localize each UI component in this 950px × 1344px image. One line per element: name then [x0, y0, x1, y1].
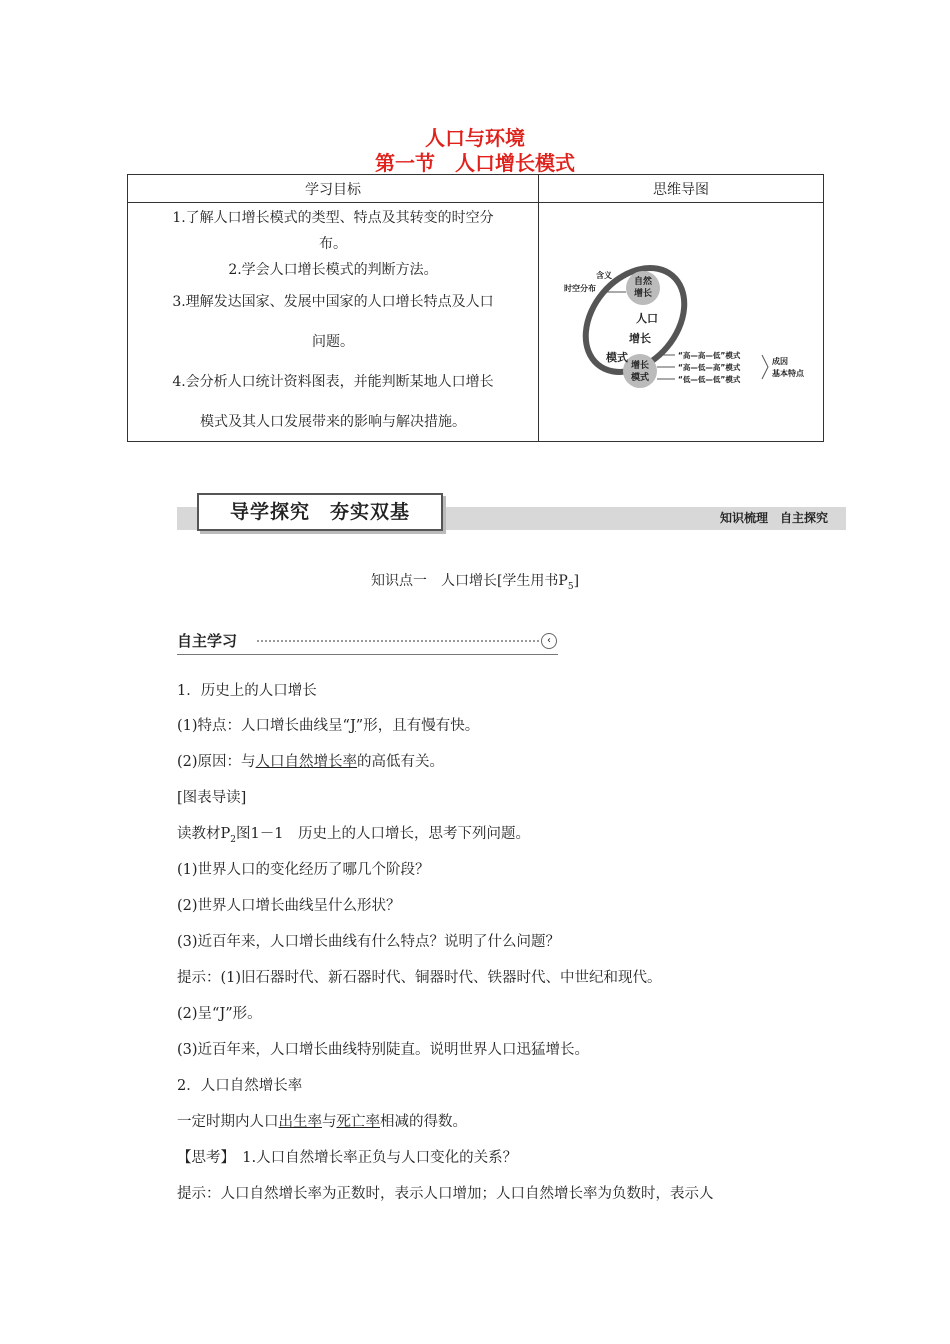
- mindmap-label: 成因: [772, 357, 788, 366]
- mindmap-center-text: 人口: [636, 312, 658, 325]
- mindmap-pattern: “高—低—高”模式: [678, 363, 741, 372]
- self-study-header: [177, 630, 558, 656]
- goal-line: 问题。: [312, 334, 354, 350]
- mindmap-node-text: 增长: [634, 289, 653, 299]
- answer-blank: 死亡率: [336, 1114, 380, 1130]
- mindmap-node-text: 自然: [634, 277, 653, 287]
- mindmap-node-text: 模式: [631, 373, 650, 383]
- text-line: 读教材$P_2$图1－1 历史上的人口增长，思考下列问题。: [177, 826, 530, 845]
- self-study-label: 自主学习: [177, 632, 238, 650]
- goal-line: 布。: [319, 236, 347, 252]
- chapter-title: 人口与环境: [425, 126, 525, 150]
- mindmap-pattern: “高—高—低”模式: [678, 351, 741, 360]
- think-line: 【思考】 1.人口自然增长率正负与人口变化的关系？: [177, 1150, 518, 1166]
- chart-reading-label: [图表导读]: [177, 790, 247, 806]
- answer-line: (2)呈“J”形。: [177, 1006, 262, 1022]
- mindmap-diagram: [540, 242, 822, 402]
- answer-line: 提示：人口自然增长率为正数时，表示人口增加；人口自然增长率为负数时，表示人: [177, 1186, 714, 1202]
- banner-subtitle: 知识梳理 自主探究: [719, 511, 828, 525]
- section-2-title: 2．人口自然增长率: [177, 1078, 303, 1094]
- section-banner: [177, 493, 846, 537]
- mindmap-cell: [539, 203, 824, 442]
- answer-blank: 人口自然增长率: [255, 754, 358, 770]
- goal-line: 4.会分析人口统计资料图表，并能判断某地人口增长: [172, 374, 494, 390]
- question-line: (2)世界人口增长曲线呈什么形状？: [177, 898, 401, 914]
- answer-blank: 出生率: [278, 1114, 322, 1130]
- text-line: (2)原因：与人口自然增长率的高低有关。: [177, 754, 445, 770]
- chevron-left-icon: ‹: [541, 633, 557, 649]
- mindmap-label: 基本特点: [772, 369, 804, 378]
- mindmap-label: 含义: [596, 271, 612, 280]
- question-line: (3)近百年来，人口增长曲线有什么特点？说明了什么问题？: [177, 934, 561, 950]
- mindmap-node-text: 增长: [631, 361, 650, 371]
- objectives-cell: [128, 203, 539, 442]
- answer-line: 提示：(1)旧石器时代、新石器时代、铜器时代、铁器时代、中世纪和现代。: [177, 970, 662, 986]
- goal-line: 3.理解发达国家、发展中国家的人口增长特点及人口: [172, 294, 494, 310]
- objectives-header: 学习目标: [128, 175, 539, 203]
- knowledge-point-heading: 知识点一 人口增长[学生用书$P_5$]: [370, 573, 580, 592]
- goal-line: 1.了解人口增长模式的类型、特点及其转变的时空分: [172, 210, 494, 226]
- section-1-title: 1．历史上的人口增长: [177, 683, 317, 699]
- answer-blank: J: [349, 718, 356, 734]
- think-label: 【思考】: [177, 1150, 228, 1166]
- question-line: (1)世界人口的变化经历了哪几个阶段？: [177, 862, 430, 878]
- mindmap-label: 时空分布: [564, 284, 596, 293]
- section-title: 第一节 人口增长模式: [375, 151, 575, 175]
- text-line: (1)特点：人口增长曲线呈“J”形，且有慢有快。: [177, 718, 480, 734]
- underline-divider: [177, 654, 558, 655]
- dotted-divider: [257, 640, 539, 642]
- goal-line: 模式及其人口发展带来的影响与解决措施。: [200, 414, 466, 430]
- text-line: 一定时期内人口出生率与死亡率相减的得数。: [177, 1114, 467, 1130]
- mindmap-pattern: “低—低—低”模式: [678, 375, 741, 384]
- objectives-table: [127, 174, 824, 442]
- goal-line: 2.学会人口增长模式的判断方法。: [228, 262, 438, 278]
- banner-title: 导学探究 夯实双基: [197, 493, 443, 531]
- mindmap-header: 思维导图: [539, 175, 824, 203]
- mindmap-center-text: 增长: [629, 332, 651, 345]
- answer-line: (3)近百年来，人口增长曲线特别陡直。说明世界人口迅猛增长。: [177, 1042, 590, 1058]
- mindmap-center-text: 模式: [606, 351, 628, 364]
